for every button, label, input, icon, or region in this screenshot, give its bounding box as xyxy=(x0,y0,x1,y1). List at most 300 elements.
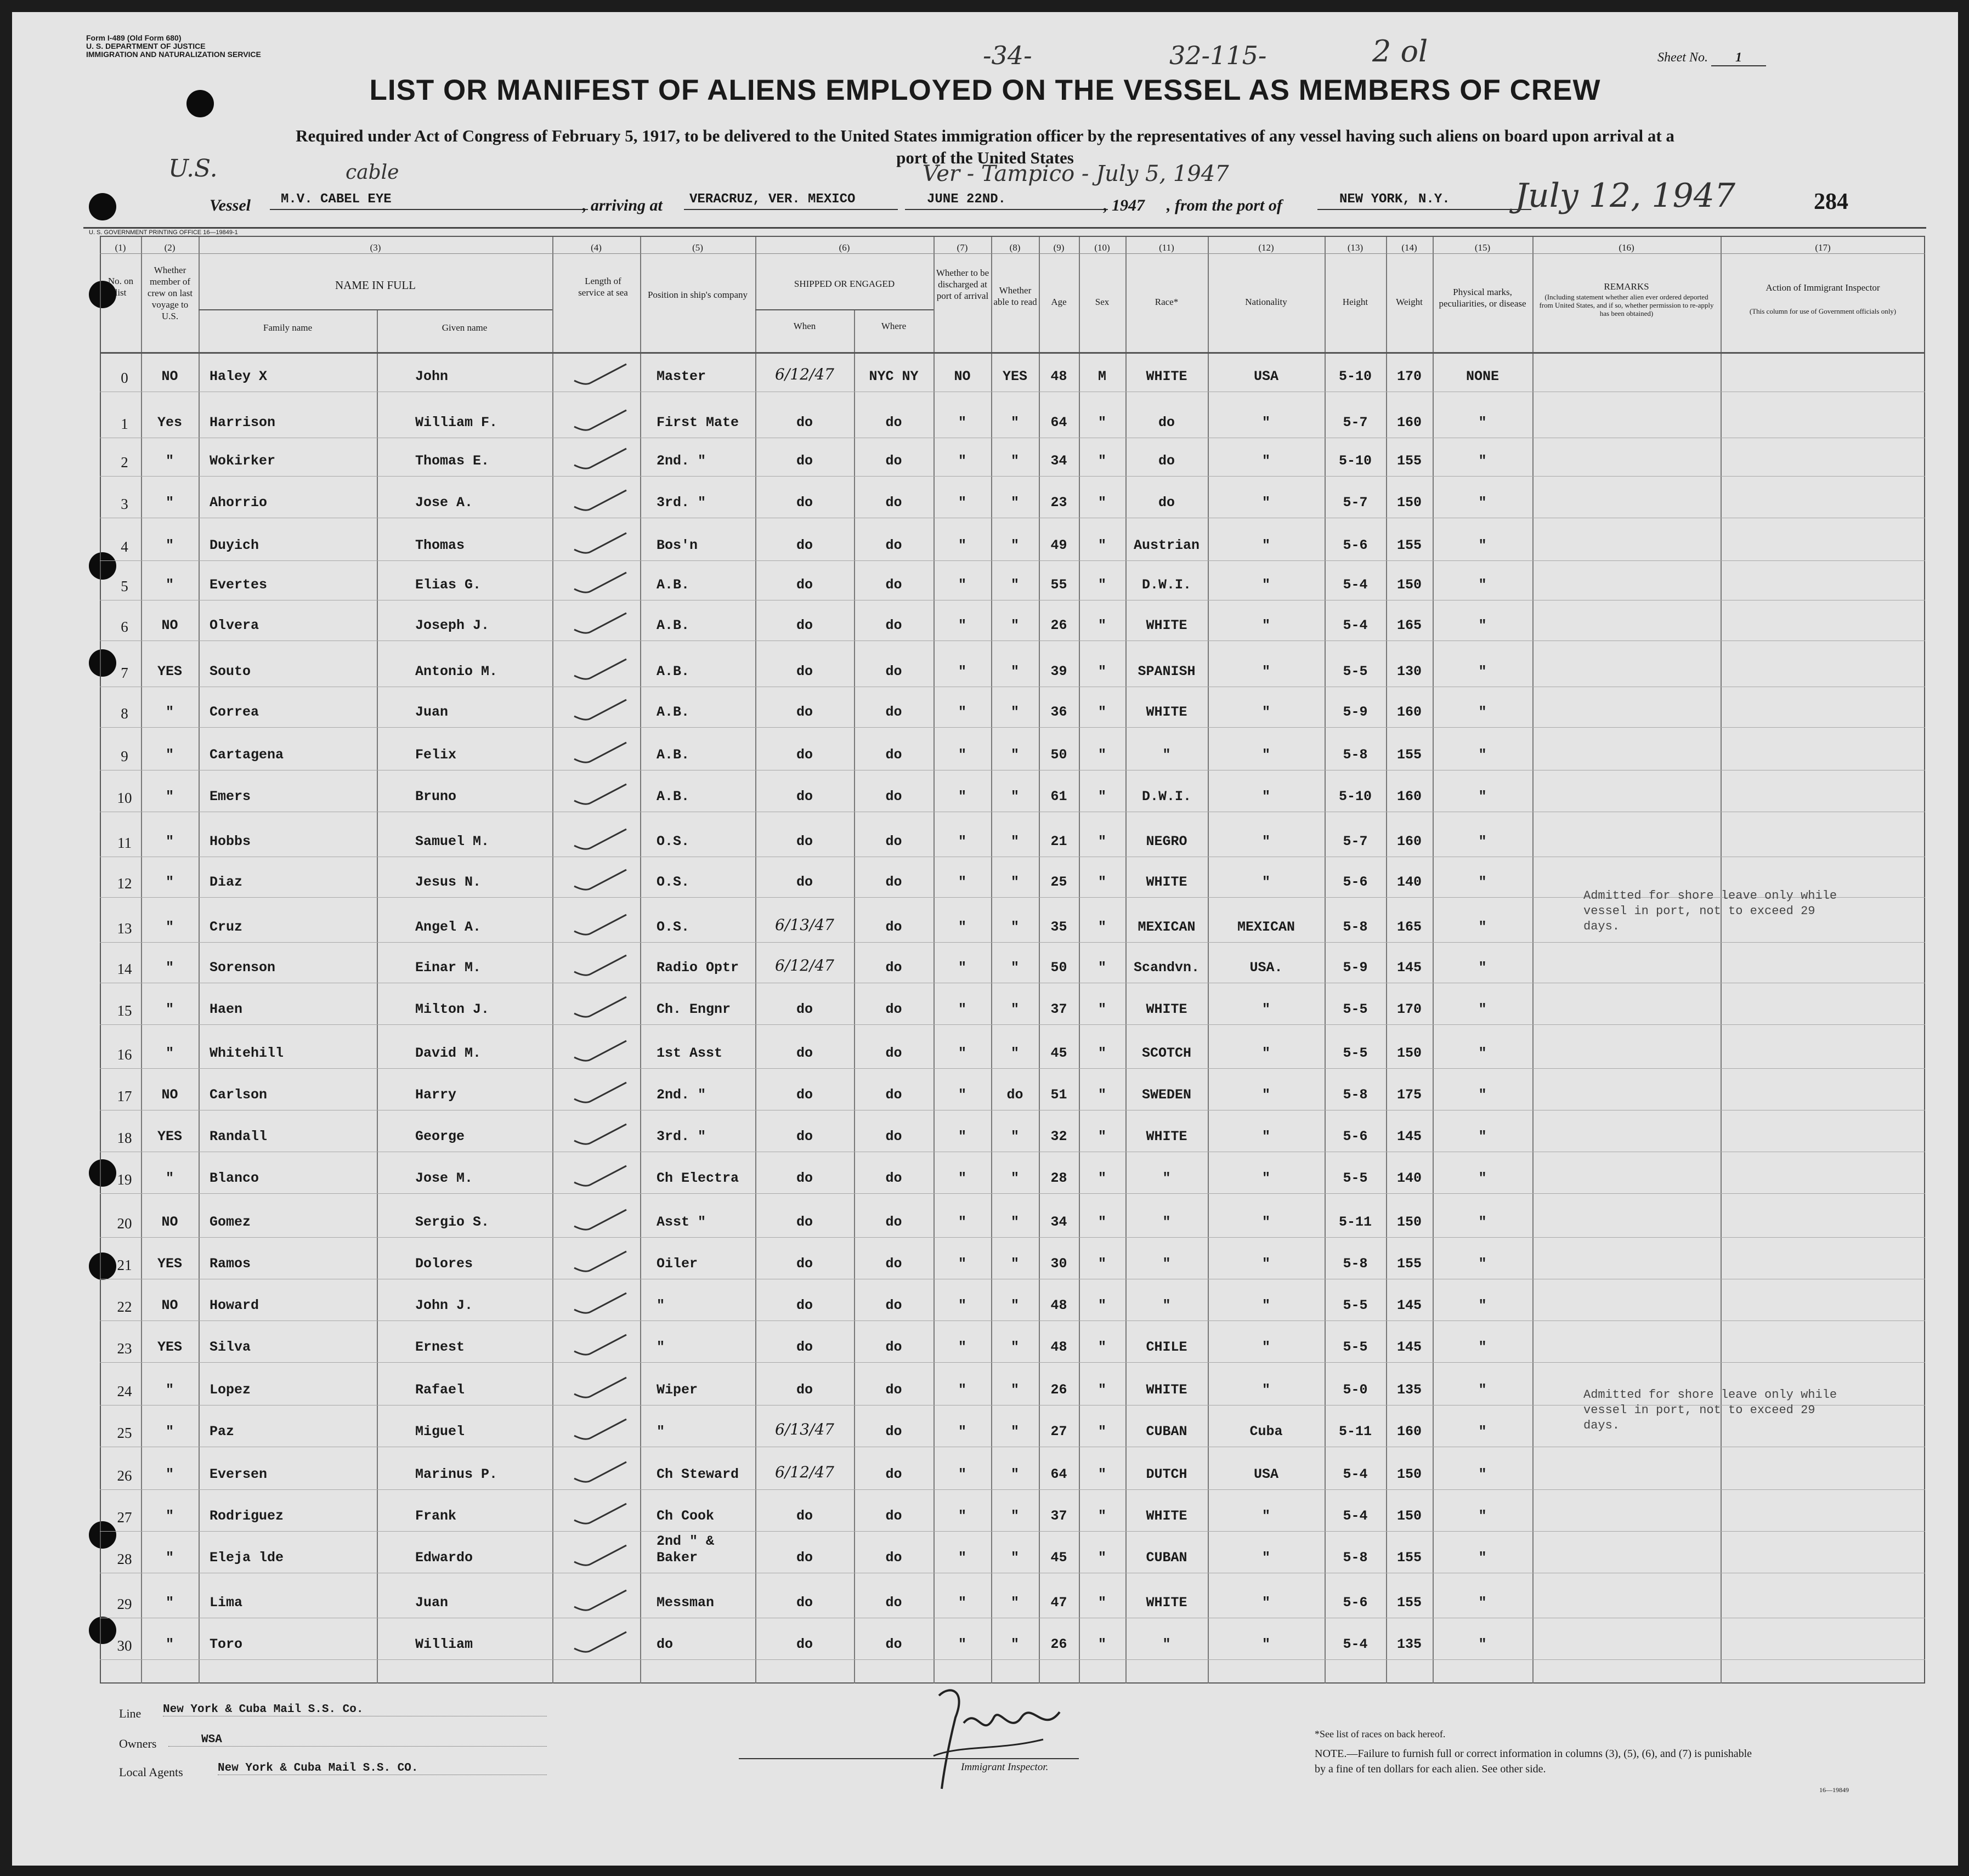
cell-pos: 2nd " & Baker xyxy=(657,1533,715,1566)
service-check-mark xyxy=(569,1414,635,1447)
cell-read: " xyxy=(1010,704,1019,720)
column-header-able-to-read: Whether able to read xyxy=(993,285,1037,307)
cell-where: do xyxy=(885,1508,902,1524)
cell-when: do xyxy=(796,1297,813,1313)
cell-weight: 150 xyxy=(1396,495,1422,511)
cell-given: Jesus N. xyxy=(415,874,482,890)
column-header-shipped: SHIPPED OR ENGAGED xyxy=(794,279,895,289)
service-check-mark xyxy=(569,1246,635,1279)
cell-read: " xyxy=(1010,1595,1019,1611)
cell-nat: " xyxy=(1261,1550,1270,1566)
cell-height: 5-4 xyxy=(1343,1508,1368,1524)
cell-sex: " xyxy=(1097,919,1106,935)
cell-race: " xyxy=(1162,747,1171,763)
cell-sex: " xyxy=(1097,1214,1106,1230)
cell-pos: Oiler xyxy=(657,1256,698,1272)
cell-disch: " xyxy=(958,1256,966,1272)
cell-nat: " xyxy=(1261,1636,1270,1652)
cell-pos: Radio Optr xyxy=(657,960,739,976)
cell-where: do xyxy=(885,1087,902,1103)
cell-given: Jose M. xyxy=(415,1170,473,1186)
cell-last: " xyxy=(165,789,174,804)
handwritten-number: -34- xyxy=(983,41,1032,70)
cell-age: 64 xyxy=(1050,415,1067,430)
cell-age: 21 xyxy=(1050,834,1067,849)
cell-weight: 145 xyxy=(1396,1129,1422,1144)
column-header-family-name: Family name xyxy=(263,322,313,333)
cell-sex: " xyxy=(1097,789,1106,804)
cell-when: do xyxy=(796,1339,813,1355)
cell-height: 5-10 xyxy=(1338,453,1372,469)
cell-where: do xyxy=(885,1550,902,1566)
cell-when: do xyxy=(796,704,813,720)
form-number: Form I-489 (Old Form 680) xyxy=(86,33,182,42)
cell-age: 30 xyxy=(1050,1256,1067,1272)
cell-nat: " xyxy=(1261,537,1270,553)
arrival-date: JUNE 22ND. xyxy=(905,192,1108,210)
cell-race: CUBAN xyxy=(1146,1550,1187,1566)
cell-nat: USA xyxy=(1253,1466,1278,1482)
cell-disch: " xyxy=(958,1508,966,1524)
column-number: (3) xyxy=(370,242,381,253)
cell-age: 25 xyxy=(1050,874,1067,890)
row-number: 25 xyxy=(117,1425,132,1441)
cell-pos: 3rd. " xyxy=(657,495,706,511)
cell-last: " xyxy=(165,704,174,720)
row-rule xyxy=(100,1320,1925,1321)
sheet-label: Sheet No. xyxy=(1657,50,1708,65)
cell-pos: First Mate xyxy=(657,415,739,430)
column-divider xyxy=(1532,237,1534,1684)
cell-marks: " xyxy=(1478,1256,1487,1272)
cell-marks: " xyxy=(1478,1001,1487,1017)
row-number: 3 xyxy=(121,496,128,512)
cell-disch: " xyxy=(958,1297,966,1313)
cell-family: Blanco xyxy=(210,1170,259,1186)
cell-age: 37 xyxy=(1050,1508,1067,1524)
cell-race: " xyxy=(1162,1170,1171,1186)
cell-family: Ahorrio xyxy=(210,495,268,511)
cell-pos: 2nd. " xyxy=(657,453,706,469)
cell-age: 26 xyxy=(1050,617,1067,633)
cell-when: 6/13/47 xyxy=(775,916,834,934)
cell-height: 5-8 xyxy=(1343,919,1368,935)
row-number: 19 xyxy=(117,1171,132,1188)
cell-marks: " xyxy=(1478,1636,1487,1652)
cell-family: Correa xyxy=(210,704,259,720)
cell-marks: " xyxy=(1478,1297,1487,1313)
cell-sex: " xyxy=(1097,960,1106,976)
cell-sex: " xyxy=(1097,1129,1106,1144)
cell-last: NO xyxy=(161,617,178,633)
department-name: U. S. DEPARTMENT OF JUSTICE xyxy=(86,42,206,50)
cell-race: MEXICAN xyxy=(1138,919,1196,935)
column-header-discharged: Whether to be discharged at port of arrival xyxy=(936,268,989,301)
service-check-mark xyxy=(569,1288,635,1320)
cell-given: John xyxy=(415,369,449,384)
column-divider xyxy=(199,237,200,1684)
cell-race: WHITE xyxy=(1146,369,1187,384)
cell-last: " xyxy=(165,960,174,976)
row-rule xyxy=(100,942,1925,943)
row-rule xyxy=(100,476,1925,477)
cell-given: Harry xyxy=(415,1087,457,1103)
cell-where: do xyxy=(885,1170,902,1186)
cell-last: YES xyxy=(157,1339,182,1355)
column-number: (13) xyxy=(1347,242,1363,253)
cell-read: " xyxy=(1010,874,1019,890)
cell-family: Haen xyxy=(210,1001,243,1017)
cell-given: Ernest xyxy=(415,1339,465,1355)
cell-where: do xyxy=(885,1382,902,1398)
cell-age: 28 xyxy=(1050,1170,1067,1186)
cell-sex: " xyxy=(1097,1256,1106,1272)
cell-weight: 130 xyxy=(1396,664,1422,679)
arriving-port: VERACRUZ, VER. MEXICO xyxy=(684,192,898,210)
cell-age: 37 xyxy=(1050,1001,1067,1017)
subtitle-continued: port of the United States xyxy=(896,148,1074,167)
cell-when: do xyxy=(796,1170,813,1186)
cell-height: 5-5 xyxy=(1343,1001,1368,1017)
handwritten-number: 2 ol xyxy=(1372,34,1428,69)
cell-where: do xyxy=(885,1595,902,1611)
cell-marks: " xyxy=(1478,1382,1487,1398)
service-check-mark xyxy=(569,567,635,600)
row-number: 29 xyxy=(117,1596,132,1612)
cell-weight: 145 xyxy=(1396,1297,1422,1313)
cell-age: 48 xyxy=(1050,1297,1067,1313)
cell-weight: 135 xyxy=(1396,1382,1422,1398)
cell-nat: " xyxy=(1261,834,1270,849)
cell-last: " xyxy=(165,834,174,849)
cell-pos: A.B. xyxy=(657,664,690,679)
cell-race: " xyxy=(1162,1256,1171,1272)
cell-nat: " xyxy=(1261,415,1270,430)
cell-family: Hobbs xyxy=(210,834,251,849)
cell-weight: 155 xyxy=(1396,1550,1422,1566)
cell-height: 5-10 xyxy=(1338,789,1372,804)
cell-height: 5-6 xyxy=(1343,537,1368,553)
service-check-mark xyxy=(569,1204,635,1237)
cell-weight: 175 xyxy=(1396,1087,1422,1103)
cell-marks: " xyxy=(1478,577,1487,593)
cell-pos: Ch Cook xyxy=(657,1508,715,1524)
cell-height: 5-9 xyxy=(1343,704,1368,720)
cell-marks: " xyxy=(1478,1595,1487,1611)
cell-marks: " xyxy=(1478,789,1487,804)
cell-weight: 160 xyxy=(1396,704,1422,720)
arrival-year: , 1947 xyxy=(1104,196,1145,214)
cell-disch: " xyxy=(958,874,966,890)
cell-last: " xyxy=(165,1636,174,1652)
cell-family: Lopez xyxy=(210,1382,251,1398)
cell-sex: " xyxy=(1097,495,1106,511)
cell-read: " xyxy=(1010,1508,1019,1524)
row-rule xyxy=(100,727,1925,728)
cell-where: do xyxy=(885,1001,902,1017)
cell-last: YES xyxy=(157,1256,182,1272)
cell-height: 5-6 xyxy=(1343,1595,1368,1611)
signature-line xyxy=(739,1758,1079,1759)
cell-age: 34 xyxy=(1050,453,1067,469)
cell-disch: " xyxy=(958,1001,966,1017)
cell-last: " xyxy=(165,747,174,763)
cell-race: Scandvn. xyxy=(1133,960,1200,976)
cell-sex: " xyxy=(1097,1297,1106,1313)
cell-last: " xyxy=(165,577,174,593)
cell-family: Whitehill xyxy=(210,1045,284,1061)
cell-weight: 150 xyxy=(1396,1508,1422,1524)
cell-read: " xyxy=(1010,495,1019,511)
cell-weight: 135 xyxy=(1396,1636,1422,1652)
cell-age: 45 xyxy=(1050,1045,1067,1061)
column-number: (11) xyxy=(1159,242,1174,253)
column-header-last-voyage: Whether member of crew on last voyage to U.S. xyxy=(147,265,193,321)
cell-where: do xyxy=(885,834,902,849)
cell-given: Joseph J. xyxy=(415,617,490,633)
row-rule xyxy=(100,1024,1925,1025)
service-check-mark xyxy=(569,864,635,897)
cell-weight: 150 xyxy=(1396,1045,1422,1061)
cell-race: CUBAN xyxy=(1146,1424,1187,1439)
cell-given: Dolores xyxy=(415,1256,473,1272)
cell-marks: " xyxy=(1478,747,1487,763)
cell-height: 5-4 xyxy=(1343,1466,1368,1482)
cell-family: Emers xyxy=(210,789,251,804)
column-header-sex: Sex xyxy=(1095,297,1110,307)
row-number: 10 xyxy=(117,790,132,806)
cell-when: do xyxy=(796,1382,813,1398)
row-rule xyxy=(100,1362,1925,1363)
cell-pos: " xyxy=(657,1297,665,1313)
cell-disch: " xyxy=(958,1339,966,1355)
cell-age: 51 xyxy=(1050,1087,1067,1103)
row-number: 27 xyxy=(117,1509,132,1526)
cell-where: do xyxy=(885,704,902,720)
cell-last: " xyxy=(165,1424,174,1439)
cell-age: 50 xyxy=(1050,960,1067,976)
cell-read: YES xyxy=(1002,369,1027,384)
column-number: (9) xyxy=(1053,242,1065,253)
cell-family: Souto xyxy=(210,664,251,679)
cell-height: 5-8 xyxy=(1343,1550,1368,1566)
cell-read: " xyxy=(1010,1382,1019,1398)
cell-marks: " xyxy=(1478,960,1487,976)
cell-height: 5-5 xyxy=(1343,1339,1368,1355)
cell-family: Haley X xyxy=(210,369,268,384)
cell-nat: " xyxy=(1261,1297,1270,1313)
cell-where: do xyxy=(885,919,902,935)
cell-nat: " xyxy=(1261,1382,1270,1398)
cell-read: " xyxy=(1010,1297,1019,1313)
page-number: 284 xyxy=(1814,189,1848,214)
cell-marks: " xyxy=(1478,415,1487,430)
row-number: 24 xyxy=(117,1383,132,1399)
cell-pos: Asst " xyxy=(657,1214,706,1230)
cell-last: NO xyxy=(161,369,178,384)
cell-last: " xyxy=(165,1550,174,1566)
cell-given: Juan xyxy=(415,1595,449,1611)
cell-when: do xyxy=(796,1045,813,1061)
cell-family: Gomez xyxy=(210,1214,251,1230)
printing-office: U. S. GOVERNMENT PRINTING OFFICE 16—19849-1 xyxy=(89,229,238,236)
cell-sex: " xyxy=(1097,1001,1106,1017)
cell-age: 49 xyxy=(1050,537,1067,553)
cell-marks: " xyxy=(1478,1508,1487,1524)
row-number: 2 xyxy=(121,454,128,471)
service-check-mark xyxy=(569,1540,635,1573)
column-header-physical-marks: Physical marks, peculiarities, or disease xyxy=(1439,287,1526,309)
cell-family: Eversen xyxy=(210,1466,268,1482)
service-check-mark xyxy=(569,1372,635,1405)
column-number: (16) xyxy=(1619,242,1634,253)
column-header-age: Age xyxy=(1051,297,1067,307)
cell-family: Carlson xyxy=(210,1087,268,1103)
punch-hole xyxy=(89,193,116,220)
cell-pos: Master xyxy=(657,369,706,384)
cell-age: 61 xyxy=(1050,789,1067,804)
cell-nat: " xyxy=(1261,1045,1270,1061)
header-rule xyxy=(100,253,1925,254)
service-check-mark xyxy=(569,1329,635,1362)
cell-family: Sorenson xyxy=(210,960,276,976)
cell-given: Juan xyxy=(415,704,449,720)
cell-nat: " xyxy=(1261,1087,1270,1103)
cell-marks: " xyxy=(1478,1214,1487,1230)
cell-when: do xyxy=(796,1595,813,1611)
cell-height: 5-7 xyxy=(1343,834,1368,849)
cell-where: do xyxy=(885,1214,902,1230)
cell-disch: " xyxy=(958,1087,966,1103)
cell-marks: " xyxy=(1478,1170,1487,1186)
cell-family: Cartagena xyxy=(210,747,284,763)
row-rule xyxy=(100,560,1925,561)
cell-family: Cruz xyxy=(210,919,243,935)
handwritten-port-note: Ver - Tampico - July 5, 1947 xyxy=(923,161,1229,186)
column-header-where: Where xyxy=(881,321,907,331)
cell-height: 5-4 xyxy=(1343,577,1368,593)
vessel-label: Vessel xyxy=(210,196,251,214)
column-header-nationality: Nationality xyxy=(1245,297,1287,307)
cell-nat: " xyxy=(1261,453,1270,469)
column-number: (8) xyxy=(1009,242,1021,253)
column-number: (12) xyxy=(1258,242,1274,253)
cell-last: " xyxy=(165,874,174,890)
cell-race: do xyxy=(1158,415,1175,430)
cell-given: George xyxy=(415,1129,465,1144)
column-header-number: No. on list xyxy=(107,276,134,298)
cell-weight: 140 xyxy=(1396,874,1422,890)
cell-nat: " xyxy=(1261,747,1270,763)
cell-where: do xyxy=(885,1256,902,1272)
cell-weight: 145 xyxy=(1396,1339,1422,1355)
cell-where: do xyxy=(885,1339,902,1355)
service-check-mark xyxy=(569,1585,635,1618)
cell-race: " xyxy=(1162,1214,1171,1230)
cell-last: NO xyxy=(161,1297,178,1313)
cell-nat: " xyxy=(1261,577,1270,593)
cell-given: William F. xyxy=(415,415,498,430)
cell-sex: " xyxy=(1097,537,1106,553)
cell-given: Felix xyxy=(415,747,457,763)
row-number: 1 xyxy=(121,416,128,432)
cell-disch: " xyxy=(958,453,966,469)
cell-read: " xyxy=(1010,834,1019,849)
cell-read: " xyxy=(1010,1466,1019,1482)
cell-given: Angel A. xyxy=(415,919,482,935)
cell-race: WHITE xyxy=(1146,1001,1187,1017)
cell-read: " xyxy=(1010,1256,1019,1272)
cell-sex: " xyxy=(1097,617,1106,633)
row-number: 8 xyxy=(121,705,128,722)
cell-given: William xyxy=(415,1636,473,1652)
service-check-mark xyxy=(569,1456,635,1489)
cell-nat: " xyxy=(1261,1214,1270,1230)
cell-race: SCOTCH xyxy=(1141,1045,1191,1061)
cell-read: " xyxy=(1010,1214,1019,1230)
service-check-mark xyxy=(569,824,635,857)
cell-given: Samuel M. xyxy=(415,834,490,849)
cell-disch: " xyxy=(958,1382,966,1398)
cell-family: Howard xyxy=(210,1297,259,1313)
cell-disch: " xyxy=(958,747,966,763)
arriving-label: , arriving at xyxy=(582,196,663,214)
cell-sex: " xyxy=(1097,1508,1106,1524)
cell-pos: O.S. xyxy=(657,919,690,935)
cell-sex: " xyxy=(1097,1636,1106,1652)
cell-read: " xyxy=(1010,919,1019,935)
remarks-shore-leave: Admitted for shore leave only while vessel in port, not to exceed 29 days. xyxy=(1583,1388,1837,1432)
cell-sex: " xyxy=(1097,1466,1106,1482)
cell-marks: " xyxy=(1478,617,1487,633)
cell-weight: 160 xyxy=(1396,1424,1422,1439)
vessel-name: M.V. CABEL EYE xyxy=(270,192,588,210)
cell-marks: " xyxy=(1478,834,1487,849)
cell-when: do xyxy=(796,789,813,804)
cell-age: 35 xyxy=(1050,919,1067,935)
column-divider xyxy=(1721,237,1722,1684)
sheet-value: 1 xyxy=(1711,50,1766,66)
column-number: (17) xyxy=(1815,242,1831,253)
cell-when: do xyxy=(796,617,813,633)
column-header-name: NAME IN FULL xyxy=(335,279,416,292)
cell-disch: " xyxy=(958,1550,966,1566)
row-rule xyxy=(100,1193,1925,1194)
cell-last: " xyxy=(165,1508,174,1524)
cell-age: 23 xyxy=(1050,495,1067,511)
cell-marks: " xyxy=(1478,704,1487,720)
cell-family: Harrison xyxy=(210,415,276,430)
service-check-mark xyxy=(569,909,635,942)
row-number: 11 xyxy=(117,835,132,851)
service-check-mark xyxy=(569,779,635,812)
cell-weight: 165 xyxy=(1396,919,1422,935)
cell-nat: " xyxy=(1261,704,1270,720)
row-number: 21 xyxy=(117,1257,132,1273)
cell-read: " xyxy=(1010,577,1019,593)
column-header-service-length: Length of service at sea xyxy=(578,276,628,298)
cell-where: do xyxy=(885,453,902,469)
cell-disch: " xyxy=(958,919,966,935)
cell-when: do xyxy=(796,453,813,469)
cell-family: Eleja lde xyxy=(210,1550,284,1566)
column-divider xyxy=(377,309,378,1684)
cell-pos: 2nd. " xyxy=(657,1087,706,1103)
cell-marks: " xyxy=(1478,1339,1487,1355)
cell-sex: " xyxy=(1097,747,1106,763)
cell-pos: A.B. xyxy=(657,789,690,804)
cell-where: do xyxy=(885,960,902,976)
